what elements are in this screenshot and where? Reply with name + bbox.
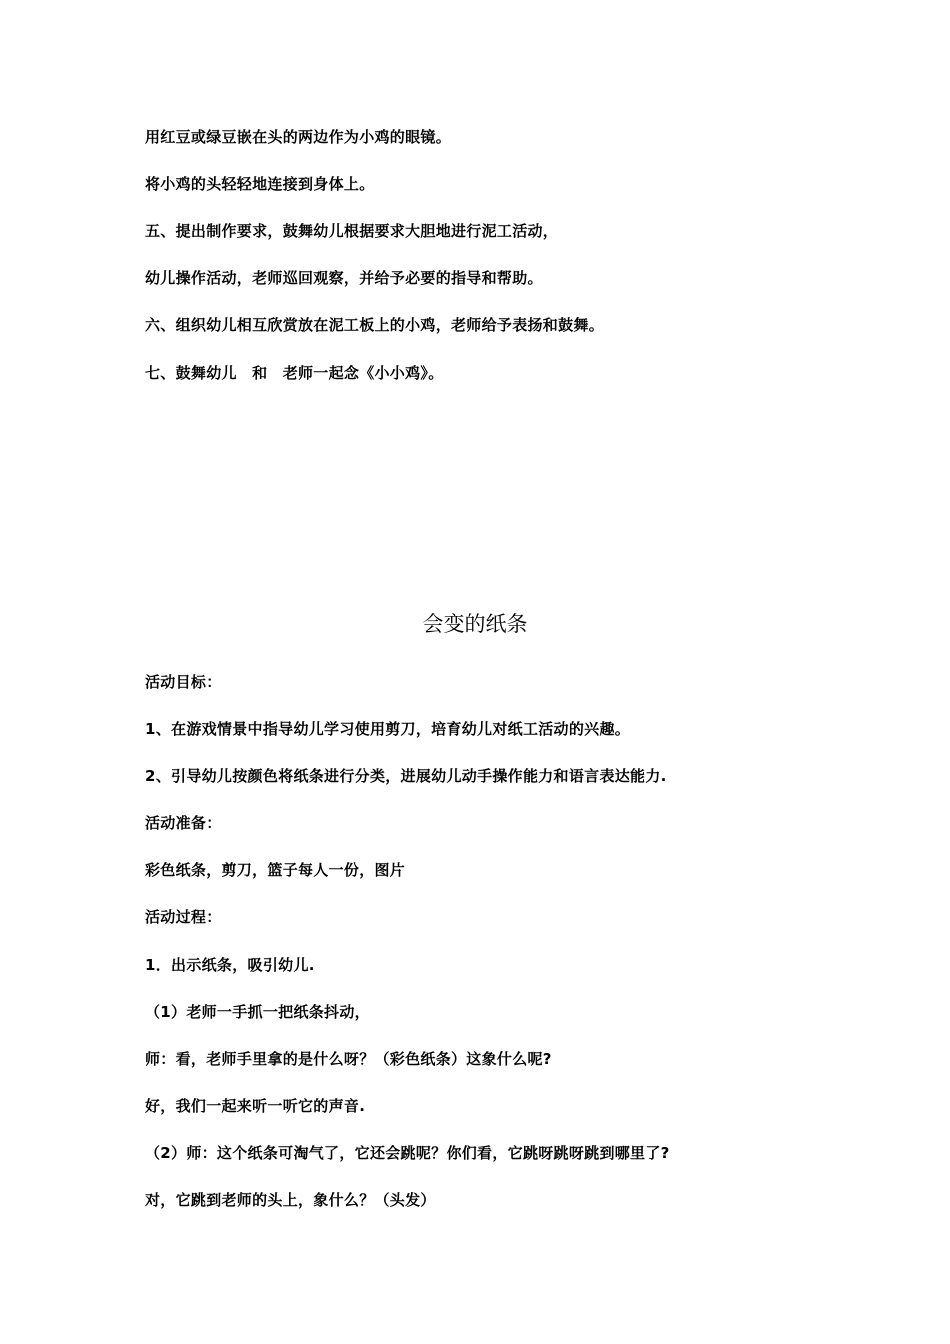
lesson-title: 会变的纸条	[422, 612, 528, 636]
section-heading: 活动准备：	[145, 814, 222, 832]
text-line: 彩色纸条，剪刀，篮子每人一份，图片	[145, 861, 406, 879]
text-line: 七、鼓舞幼儿 和 老师一起念《小小鸡》。	[145, 364, 444, 382]
text-line: 六、组织幼儿相互欣赏放在泥工板上的小鸡，老师给予表扬和鼓舞。	[145, 316, 605, 334]
text-line: 1．出示纸条，吸引幼儿.	[145, 956, 315, 974]
text-line: 1、在游戏情景中指导幼儿学习使用剪刀，培育幼儿对纸工活动的兴趣。	[145, 720, 631, 738]
section-heading: 活动目标：	[145, 673, 222, 691]
text-line: （1）老师一手抓一把纸条抖动，	[145, 1003, 370, 1021]
text-line: 幼儿操作活动，老师巡回观察，并给予必要的指导和帮助。	[145, 269, 543, 287]
text-line: 师：看，老师手里拿的是什么呀？（彩色纸条）这象什么呢?	[145, 1050, 552, 1068]
text-line: （2）师：这个纸条可淘气了，它还会跳呢？你们看，它跳呀跳呀跳到哪里了?	[145, 1144, 670, 1162]
text-line: 将小鸡的头轻轻地连接到身体上。	[145, 175, 375, 193]
text-line: 用红豆或绿豆嵌在头的两边作为小鸡的眼镜。	[145, 128, 452, 146]
text-line: 对，它跳到老师的头上，象什么？（头发）	[145, 1191, 436, 1209]
section-heading: 活动过程：	[145, 908, 222, 926]
text-line: 五、提出制作要求，鼓舞幼儿根据要求大胆地进行泥工活动，	[145, 222, 559, 240]
text-line: 2、引导幼儿按颜色将纸条进行分类，进展幼儿动手操作能力和语言表达能力.	[145, 767, 667, 785]
text-line: 好，我们一起来听一听它的声音.	[145, 1097, 366, 1115]
